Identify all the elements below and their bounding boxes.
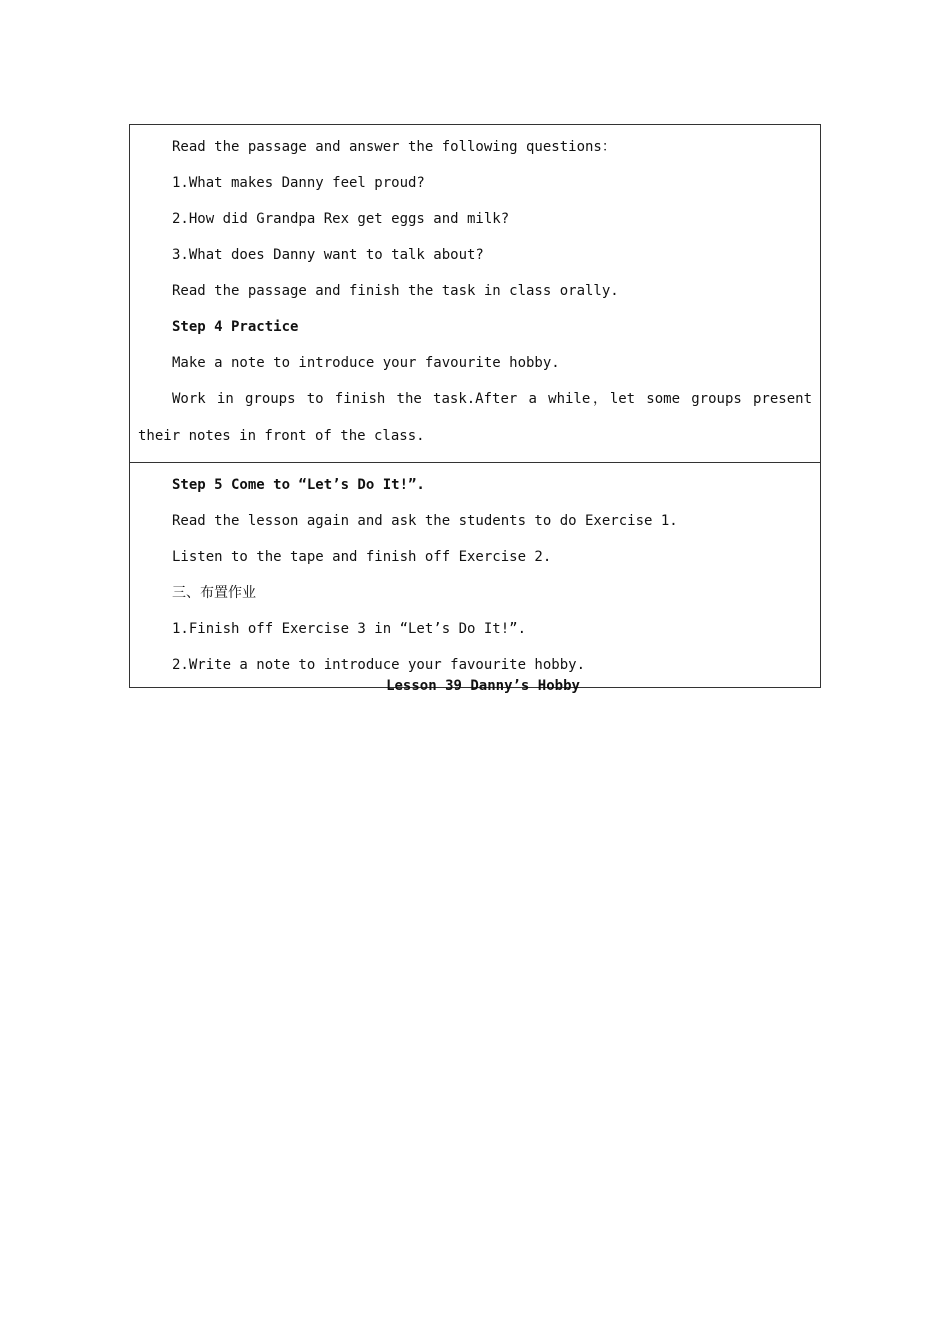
group-work-paragraph <box>138 381 812 458</box>
step-4-heading: Step 4 Practice <box>172 319 299 335</box>
paragraph-continuation: their notes in front of the class. <box>138 428 425 444</box>
table-cell-reading-practice <box>130 125 820 462</box>
instruction-line: Read the passage and finish the task in class orally. <box>172 283 619 299</box>
homework-item-2: 2.Write a note to introduce your favourite hobby. <box>172 657 586 673</box>
question-2: 2.How did Grandpa Rex get eggs and milk? <box>172 211 510 227</box>
question-1: 1.What makes Danny feel proud? <box>172 175 425 191</box>
instruction-line: Listen to the tape and finish off Exercise 2. <box>172 549 552 565</box>
homework-heading: 三、布置作业 <box>172 585 256 601</box>
paragraph-first-line: Work in groups to finish the task.After a while，let some groups present <box>172 391 812 407</box>
step-5-heading: Step 5 Come to “Let’s Do It!”. <box>172 477 425 493</box>
lesson-plan-table <box>129 124 821 688</box>
table-cell-step-5-homework <box>130 462 820 687</box>
instruction-line: Read the lesson again and ask the students to do Exercise 1. <box>172 513 678 529</box>
question-3: 3.What does Danny want to talk about? <box>172 247 484 263</box>
instruction-line: Read the passage and answer the following questions： <box>172 139 616 155</box>
instruction-line: Make a note to introduce your favourite hobby. <box>172 355 560 371</box>
lesson-title-caption: Lesson 39 Danny’s Hobby <box>386 678 580 694</box>
homework-item-1: 1.Finish off Exercise 3 in “Let’s Do It!”. <box>172 621 527 637</box>
